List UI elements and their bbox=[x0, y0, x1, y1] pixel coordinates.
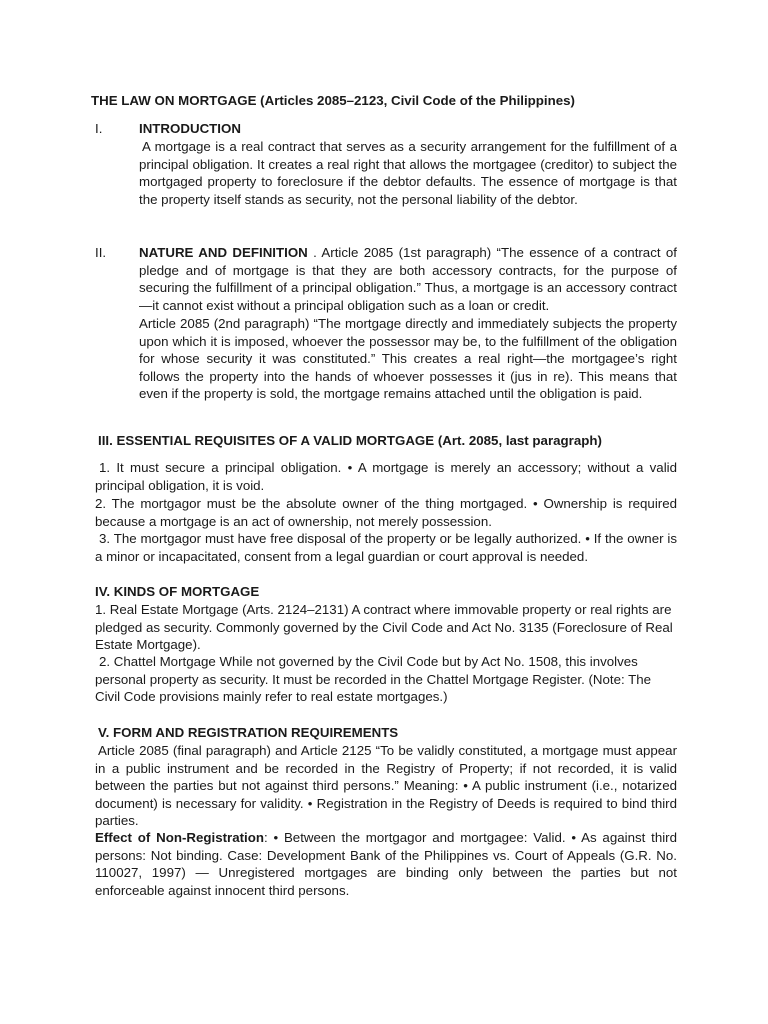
section-1-heading: INTRODUCTION bbox=[139, 121, 241, 136]
section-3-item-3: 3. The mortgagor must have free disposal of the property or be legally authorized. • If the owner is a minor or incapacitated, consent from a legal guardian or court approval is needed. bbox=[95, 531, 677, 564]
section-1-body: A mortgage is a real contract that serves as a security arrangement for the fulfillment of a principal obligation. It creates a real right that allows the mortgagee (creditor) to subject the mortgaged property to foreclosure if the debtor defaults. The essence of mortgage is that the property itself stands as security, not the personal liability of the debtor. bbox=[139, 139, 677, 207]
section-2-body-2: Article 2085 (2nd paragraph) “The mortgage directly and immediately subjects the property upon which it is imposed, whoever the possessor may be, to the fulfillment of the obligation for whose security it was constituted.” This creates a real right—the mortgagee’s right follows the property into the hands of whoever possesses it (jus in re). This means that even if the property is sold, the mortgage remains attached until the obligation is paid. bbox=[139, 316, 677, 401]
section-2-number: II. bbox=[95, 245, 107, 260]
section-4-item-2: 2. Chattel Mortgage While not governed by the Civil Code but by Act No. 1508, this involves personal property as security. It must be recorded in the Chattel Mortgage Register. (Note: The Civil Code provisions mainly refer to real estate mortgages.) bbox=[95, 654, 652, 704]
section-2-heading: NATURE AND DEFINITION bbox=[139, 245, 308, 260]
section-3-item-1: 1. It must secure a principal obligation. • A mortgage is merely an accessory; without a valid principal obligation, it is void. bbox=[95, 460, 677, 493]
section-3-heading: III. ESSENTIAL REQUISITES OF A VALID MORTGAGE (Art. 2085, last paragraph) bbox=[98, 433, 602, 448]
section-3-item-2: 2. The mortgagor must be the absolute owner of the thing mortgaged. • Ownership is required because a mortgage is an act of ownership, not merely possession. bbox=[95, 496, 677, 529]
section-5-body-1: Article 2085 (final paragraph) and Article 2125 “To be validly constituted, a mortgage must appear in a public instrument and be recorded in the Registry of Property; if not recorded, it is valid between the parties but not against third persons.” Meaning: • A public instrument (i.e., notarized document) is necessary for validity. • Registration in the Registry of Deeds is required to bind third parties. bbox=[95, 743, 677, 828]
section-2-paragraph-1 bbox=[139, 244, 677, 314]
section-5-effect-body: : • Between the mortgagor and mortgagee: Valid. • As against third persons: Not binding. Case: Development Bank of the Philippines vs. Court of Appeals (G.R. No. 110027, 1997) — Unregistered mortgages are binding only between the parties but not enforceable against innocent third persons. bbox=[95, 830, 677, 898]
document-title: THE LAW ON MORTGAGE (Articles 2085–2123, Civil Code of the Philippines) bbox=[91, 93, 575, 108]
section-1-number: I. bbox=[95, 121, 103, 136]
section-4-item-1: 1. Real Estate Mortgage (Arts. 2124–2131) A contract where immovable property or real rights are pledged as security. Commonly governed by the Civil Code and Act No. 3135 (Foreclosure of Real Estate Mortgage). bbox=[95, 602, 673, 652]
section-5-effect-paragraph bbox=[95, 829, 677, 899]
section-5-effect-label: Effect of Non-Registration bbox=[95, 830, 264, 845]
section-2-body-1: . Article 2085 (1st paragraph) “The essence of a contract of pledge and of mortgage is that they are both accessory contracts, for the purpose of securing the fulfillment of a principal obligation.” Thus, a mortgage is an accessory contract—it cannot exist without a principal obligation such as a loan or credit. bbox=[139, 245, 677, 313]
section-5-heading: V. FORM AND REGISTRATION REQUIREMENTS bbox=[98, 725, 399, 740]
section-4-heading: IV. KINDS OF MORTGAGE bbox=[95, 584, 260, 599]
